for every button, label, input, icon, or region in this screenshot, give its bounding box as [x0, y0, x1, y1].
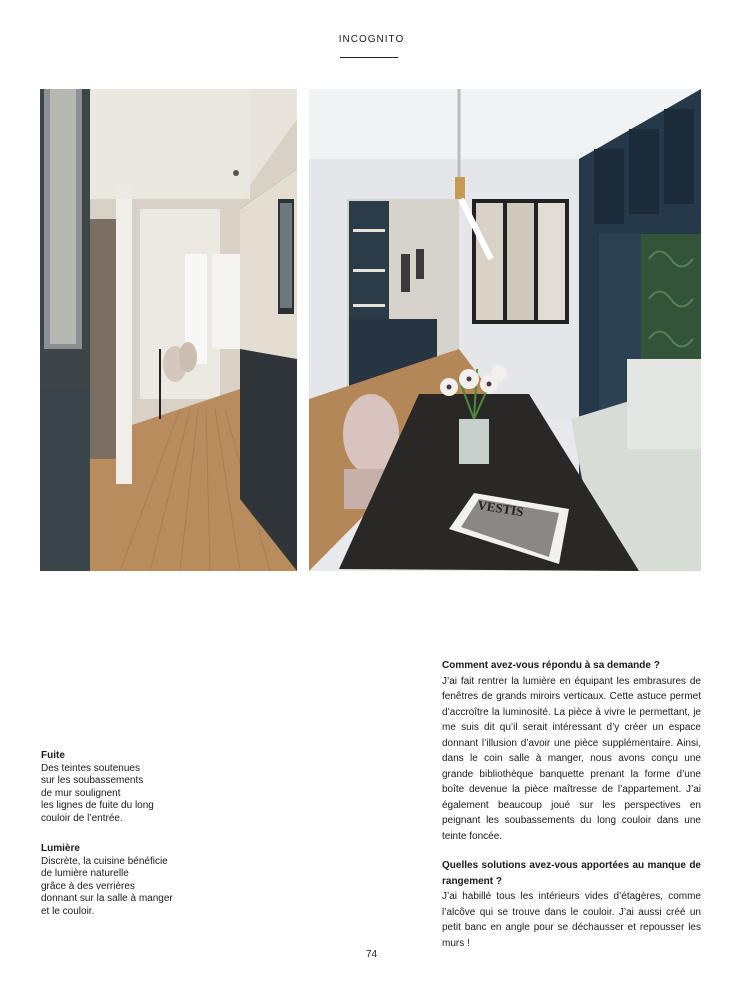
interview-article — [442, 658, 701, 965]
caption-lumiere — [41, 843, 191, 918]
page-number: 74 — [365, 949, 378, 960]
caption-line: de mur soulignent — [41, 787, 121, 799]
caption-title: Lumière — [41, 843, 80, 854]
caption-line: couloir de l’entrée. — [41, 812, 123, 824]
magazine-header: INCOGNITO — [338, 34, 405, 45]
interview-answer: J’ai habillé tous les intérieurs vides d’étagères, comme l’alcôve qui se trouve dans le couloir. J’ai aussi créé un petit banc en angle pour se déchausser et repousser les murs ! — [442, 891, 701, 949]
caption-line: Discrète, la cuisine bénéficie — [41, 855, 168, 867]
corridor-photo — [40, 89, 297, 571]
caption-line: de lumière naturelle — [41, 868, 129, 879]
interview-question: Quelles solutions avez-vous apportées au manque de rangement ? — [442, 860, 701, 887]
caption-line: Des teintes soutenues — [41, 762, 140, 774]
magazine-cover-text: VESTIS — [476, 497, 525, 520]
caption-line: donnant sur la salle à manger — [41, 893, 173, 904]
caption-line: sur les soubassements — [41, 775, 144, 786]
caption-line: et le couloir. — [41, 905, 95, 917]
caption-line: les lignes de fuite du long — [41, 800, 154, 811]
interview-question: Comment avez-vous répondu à sa demande ? — [442, 660, 660, 671]
caption-title: Fuite — [41, 750, 65, 761]
dining-alcove-photo — [309, 89, 701, 571]
caption-fuite — [41, 750, 191, 825]
header-rule — [340, 57, 398, 58]
interview-answer: J’ai fait rentrer la lumière en équipant les embrasures de fenêtres de grands miroirs verticaux. Cette astuce permet d’accroître la luminosité. La pièce à vivre le permettant, je me suis dit qu’il serait intéressant d’y créer un espace donnant l’illusion d’avoir une pièce supplémentaire. Ainsi, dans le coin salle à manger, nous avons conçu une grande bibliothèque banquette prenant la forme d’une boîte devenue la pièce maîtresse de l’appartement. J’ai également beaucoup joué sur les perspectives en peignant les soubassements du long couloir dans une teinte foncée. — [442, 675, 701, 842]
caption-line: grâce à des verrières — [41, 880, 135, 892]
